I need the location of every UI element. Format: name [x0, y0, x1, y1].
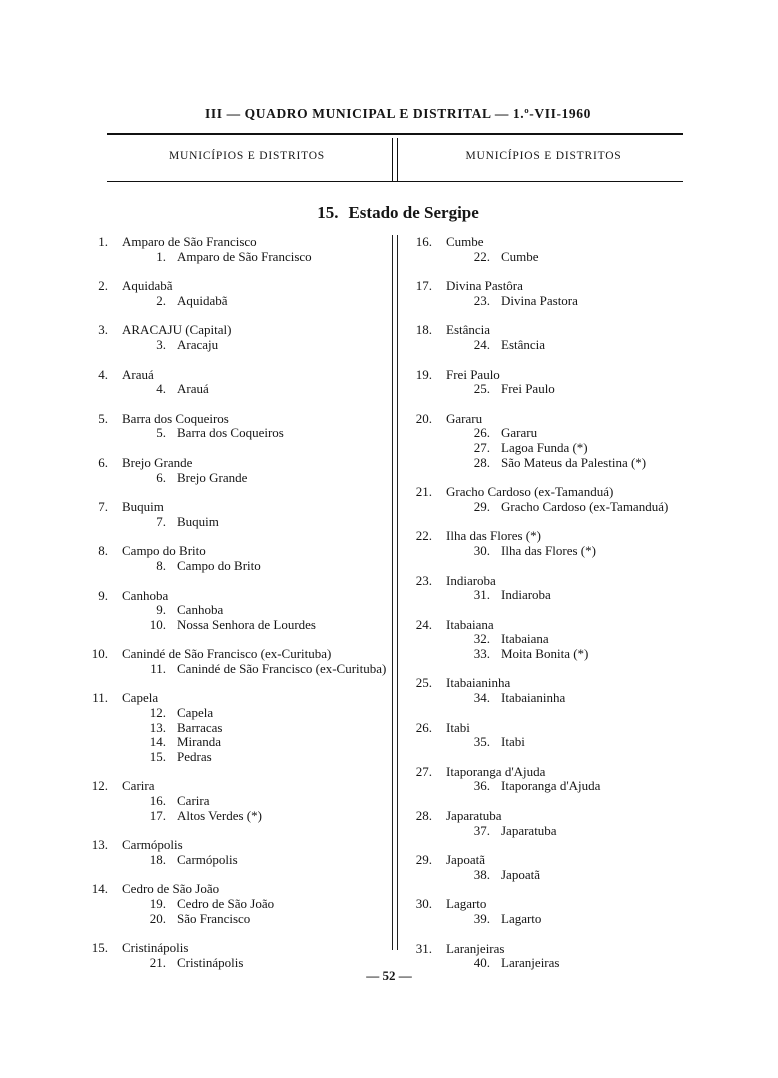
municipality-entry	[410, 235, 710, 264]
district-name: São Mateus da Palestina (*)	[501, 454, 647, 470]
district-row	[410, 456, 710, 471]
municipality-entry	[82, 941, 390, 970]
municipality-number: 5.	[98, 410, 108, 426]
municipality-row	[410, 809, 710, 824]
district-row	[410, 250, 710, 265]
municipality-number: 31.	[415, 940, 432, 956]
municipality-name: Japaratuba	[446, 808, 502, 824]
municipality-entry	[82, 882, 390, 926]
municipality-name: Laranjeiras	[446, 940, 505, 956]
district-number: 1.	[156, 248, 166, 264]
district-row	[410, 779, 710, 794]
municipality-entry	[410, 279, 710, 308]
district-row	[82, 294, 390, 309]
district-row	[82, 515, 390, 530]
municipality-name: Campo do Brito	[122, 543, 206, 559]
state-name: Estado de Sergipe	[348, 203, 479, 222]
municipality-number: 8.	[98, 543, 108, 559]
district-name: Amparo de São Francisco	[177, 248, 312, 264]
municipality-number: 25.	[415, 675, 432, 691]
municipality-number: 19.	[415, 366, 432, 382]
municipality-number: 11.	[92, 690, 108, 706]
district-number: 10.	[149, 616, 166, 632]
district-number: 26.	[473, 425, 490, 441]
municipality-number: 9.	[98, 587, 108, 603]
district-row	[410, 500, 710, 515]
municipality-number: 27.	[415, 763, 432, 779]
municipality-entry	[410, 368, 710, 397]
district-name: Ilha das Flores (*)	[501, 542, 596, 558]
municipality-column-right	[410, 235, 710, 986]
district-row	[410, 691, 710, 706]
municipality-number: 2.	[98, 278, 108, 294]
municipality-entry	[410, 809, 710, 838]
municipality-name: Indiaroba	[446, 572, 496, 588]
municipality-entry	[82, 838, 390, 867]
header-bottom-rule	[107, 181, 683, 182]
municipality-number: 3.	[98, 322, 108, 338]
municipality-name: Frei Paulo	[446, 366, 500, 382]
municipality-entry	[410, 529, 710, 558]
municipality-row	[410, 897, 710, 912]
municipality-entry	[410, 765, 710, 794]
header-top-rule	[107, 133, 683, 135]
municipality-name: Carira	[122, 778, 155, 794]
district-number: 3.	[156, 336, 166, 352]
municipality-name: Canindé de São Francisco (ex-Curituba)	[122, 646, 332, 662]
municipality-name: Aquidabã	[122, 278, 173, 294]
municipality-name: Divina Pastôra	[446, 278, 523, 294]
district-name: Estância	[501, 336, 546, 352]
district-number: 40.	[473, 955, 490, 971]
district-name: Laranjeiras	[501, 955, 560, 971]
municipality-row	[410, 574, 710, 589]
district-name: Gracho Cardoso (ex-Tamanduá)	[501, 498, 669, 514]
municipality-name: Itabi	[446, 719, 470, 735]
page-number: — 52 —	[366, 968, 412, 983]
district-name: Aracaju	[177, 336, 219, 352]
column-divider-a	[392, 235, 393, 950]
column-heading-right: MUNICÍPIOS E DISTRITOS	[465, 150, 622, 162]
municipality-name: Amparo de São Francisco	[122, 234, 257, 249]
municipality-entry	[82, 779, 390, 823]
district-name: Japoatã	[501, 866, 540, 882]
district-name: São Francisco	[177, 910, 251, 926]
municipality-name: Ilha das Flores (*)	[446, 528, 541, 544]
district-name: Carmópolis	[177, 851, 238, 867]
header-divider-a	[392, 138, 393, 181]
district-row	[410, 735, 710, 750]
district-row	[410, 824, 710, 839]
municipality-name: Gararu	[446, 410, 483, 426]
municipality-entry	[82, 500, 390, 529]
municipality-entry	[82, 279, 390, 308]
district-name: Altos Verdes (*)	[177, 807, 262, 823]
district-number: 16.	[149, 793, 166, 809]
district-number: 37.	[473, 822, 490, 838]
municipality-entry	[82, 323, 390, 352]
district-name: Divina Pastora	[501, 292, 578, 308]
municipality-number: 13.	[91, 837, 108, 853]
municipality-row	[82, 941, 390, 956]
district-name: Cumbe	[501, 248, 539, 264]
municipality-row	[410, 853, 710, 868]
district-number: 14.	[149, 734, 166, 750]
municipality-number: 24.	[415, 616, 432, 632]
district-number: 5.	[156, 425, 166, 441]
municipality-name: Gracho Cardoso (ex-Tamanduá)	[446, 484, 614, 500]
district-row	[410, 338, 710, 353]
municipality-number: 18.	[415, 322, 432, 338]
district-number: 39.	[473, 911, 490, 926]
municipality-name: Japoatã	[446, 852, 485, 868]
municipality-number: 30.	[415, 896, 432, 912]
municipality-name: Estância	[446, 322, 491, 338]
municipality-entry	[82, 691, 390, 764]
district-row	[410, 426, 710, 441]
district-name: Japaratuba	[501, 822, 557, 838]
district-row	[410, 647, 710, 662]
district-row	[410, 632, 710, 647]
district-name: Itabaianinha	[501, 690, 566, 706]
district-name: Cedro de São João	[177, 896, 275, 911]
district-row	[82, 750, 390, 765]
district-name: Canhoba	[177, 602, 224, 618]
district-name: Itaporanga d'Ajuda	[501, 778, 601, 794]
municipality-entry	[410, 618, 710, 662]
municipality-name: Carmópolis	[122, 837, 183, 853]
district-name: Arauá	[177, 381, 209, 397]
municipality-row	[410, 942, 710, 957]
state-title	[90, 203, 706, 223]
district-number: 27.	[473, 439, 490, 455]
district-number: 33.	[473, 645, 490, 661]
district-row	[82, 618, 390, 633]
district-number: 38.	[473, 866, 490, 882]
municipality-row	[82, 589, 390, 604]
district-row	[82, 426, 390, 441]
municipality-row	[82, 882, 390, 897]
municipality-name: Buquim	[122, 499, 164, 515]
district-name: Cristinápolis	[177, 954, 244, 970]
municipality-row	[410, 721, 710, 736]
district-row	[82, 809, 390, 824]
municipality-row	[410, 765, 710, 780]
district-number: 2.	[156, 292, 166, 308]
municipality-number: 14.	[91, 881, 108, 897]
district-name: Lagarto	[501, 911, 542, 926]
municipality-entry	[82, 235, 390, 264]
municipality-entry	[82, 647, 390, 676]
district-name: Itabi	[501, 734, 525, 750]
municipality-row	[82, 500, 390, 515]
district-number: 28.	[473, 454, 490, 470]
municipality-name: Cumbe	[446, 234, 484, 249]
municipality-row	[82, 368, 390, 383]
municipality-row	[410, 235, 710, 250]
district-number: 24.	[473, 336, 490, 352]
district-row	[82, 471, 390, 486]
municipality-entry	[410, 676, 710, 705]
district-number: 8.	[156, 557, 166, 573]
municipality-row	[410, 676, 710, 691]
district-row	[82, 603, 390, 618]
district-number: 30.	[473, 542, 490, 558]
municipality-entry	[410, 485, 710, 514]
municipality-name: Cedro de São João	[122, 881, 220, 897]
district-name: Gararu	[501, 425, 538, 441]
district-name: Frei Paulo	[501, 381, 555, 397]
district-number: 35.	[473, 734, 490, 750]
municipality-name: Capela	[122, 690, 159, 706]
municipality-entry	[410, 574, 710, 603]
district-number: 21.	[149, 954, 166, 970]
district-name: Lagoa Funda (*)	[501, 439, 588, 455]
municipality-number: 23.	[415, 572, 432, 588]
district-name: Barra dos Coqueiros	[177, 425, 284, 441]
municipality-name: ARACAJU (Capital)	[122, 322, 232, 338]
district-number: 20.	[149, 910, 166, 926]
municipality-name: Brejo Grande	[122, 454, 193, 470]
municipality-row	[82, 691, 390, 706]
municipality-number: 29.	[415, 852, 432, 868]
district-row	[410, 588, 710, 603]
municipality-row	[82, 235, 390, 250]
municipality-name: Lagarto	[446, 896, 487, 912]
district-row	[82, 338, 390, 353]
header-divider-b	[397, 138, 398, 181]
district-number: 12.	[149, 705, 166, 721]
district-row	[410, 868, 710, 883]
district-number: 25.	[473, 381, 490, 397]
district-row	[82, 721, 390, 736]
municipality-number: 28.	[415, 808, 432, 824]
district-name: Brejo Grande	[177, 469, 248, 485]
district-name: Buquim	[177, 513, 219, 529]
district-name: Campo do Brito	[177, 557, 261, 573]
district-name: Canindé de São Francisco (ex-Curituba)	[177, 660, 387, 676]
district-name: Nossa Senhora de Lourdes	[177, 616, 316, 632]
municipality-number: 15.	[91, 940, 108, 956]
municipality-entry	[82, 544, 390, 573]
district-row	[410, 382, 710, 397]
district-name: Barracas	[177, 719, 223, 735]
municipality-number: 21.	[415, 484, 432, 500]
district-row	[410, 294, 710, 309]
municipality-number: 22.	[415, 528, 432, 544]
column-divider-b	[397, 235, 398, 950]
municipality-number: 12.	[91, 778, 108, 794]
municipality-row	[82, 647, 390, 662]
municipality-entry	[82, 368, 390, 397]
municipality-row	[82, 456, 390, 471]
municipality-row	[410, 618, 710, 633]
district-name: Aquidabã	[177, 292, 228, 308]
municipality-row	[410, 368, 710, 383]
district-number: 36.	[473, 778, 490, 794]
district-number: 15.	[149, 748, 166, 764]
district-number: 9.	[156, 602, 166, 618]
district-row	[410, 912, 710, 927]
municipality-row	[410, 412, 710, 427]
district-number: 29.	[473, 498, 490, 514]
municipality-entry	[410, 897, 710, 926]
municipality-entry	[410, 412, 710, 470]
municipality-entry	[410, 323, 710, 352]
page-header: III — QUADRO MUNICIPAL E DISTRITAL — 1.º-VII-1960	[205, 106, 591, 121]
district-name: Indiaroba	[501, 587, 551, 603]
municipality-number: 4.	[98, 366, 108, 382]
district-name: Capela	[177, 705, 214, 721]
district-number: 7.	[156, 513, 166, 529]
municipality-row	[410, 323, 710, 338]
district-number: 6.	[156, 469, 166, 485]
municipality-entry	[82, 412, 390, 441]
district-number: 32.	[473, 631, 490, 647]
municipality-row	[82, 279, 390, 294]
district-number: 17.	[149, 807, 166, 823]
district-row	[82, 382, 390, 397]
municipality-column-left	[82, 235, 390, 985]
municipality-row	[410, 279, 710, 294]
municipality-row	[82, 838, 390, 853]
district-name: Miranda	[177, 734, 222, 750]
municipality-entry	[82, 589, 390, 633]
municipality-number: 7.	[98, 499, 108, 515]
municipality-number: 10.	[91, 646, 108, 662]
district-number: 31.	[473, 587, 490, 603]
municipality-row	[82, 544, 390, 559]
municipality-row	[82, 412, 390, 427]
municipality-name: Itabaiana	[446, 616, 494, 632]
district-number: 4.	[156, 381, 166, 397]
district-number: 34.	[473, 690, 490, 706]
municipality-name: Barra dos Coqueiros	[122, 410, 229, 426]
district-number: 19.	[149, 896, 166, 911]
municipality-name: Itaporanga d'Ajuda	[446, 763, 546, 779]
municipality-row	[410, 529, 710, 544]
municipality-entry	[82, 456, 390, 485]
district-name: Carira	[177, 793, 210, 809]
state-number: 15.	[317, 203, 339, 222]
municipality-name: Itabaianinha	[446, 675, 511, 691]
district-name: Pedras	[177, 748, 212, 764]
district-row	[82, 559, 390, 574]
district-row	[82, 662, 390, 677]
municipality-row	[82, 323, 390, 338]
municipality-entry	[410, 942, 710, 971]
district-number: 18.	[149, 851, 166, 867]
municipality-entry	[410, 853, 710, 882]
district-number: 22.	[473, 248, 490, 264]
district-row	[82, 735, 390, 750]
column-heading-left: MUNICÍPIOS E DISTRITOS	[168, 150, 326, 162]
district-row	[82, 794, 390, 809]
district-row	[82, 706, 390, 721]
municipality-number: 26.	[415, 719, 432, 735]
municipality-entry	[410, 721, 710, 750]
district-row	[82, 897, 390, 912]
district-number: 13.	[149, 719, 166, 735]
district-name: Moita Bonita (*)	[501, 645, 589, 661]
district-row	[410, 544, 710, 559]
municipality-number: 16.	[415, 234, 432, 249]
municipality-number: 6.	[98, 454, 108, 470]
municipality-row	[82, 779, 390, 794]
municipality-name: Cristinápolis	[122, 940, 189, 956]
district-number: 11.	[150, 660, 166, 676]
district-row	[82, 250, 390, 265]
municipality-number: 1.	[98, 234, 108, 249]
municipality-name: Arauá	[122, 366, 154, 382]
municipality-number: 17.	[415, 278, 432, 294]
district-row	[410, 441, 710, 456]
district-name: Itabaiana	[501, 631, 549, 647]
district-row	[82, 912, 390, 927]
district-number: 23.	[473, 292, 490, 308]
municipality-number: 20.	[415, 410, 432, 426]
district-row	[82, 853, 390, 868]
municipality-name: Canhoba	[122, 587, 169, 603]
municipality-row	[410, 485, 710, 500]
